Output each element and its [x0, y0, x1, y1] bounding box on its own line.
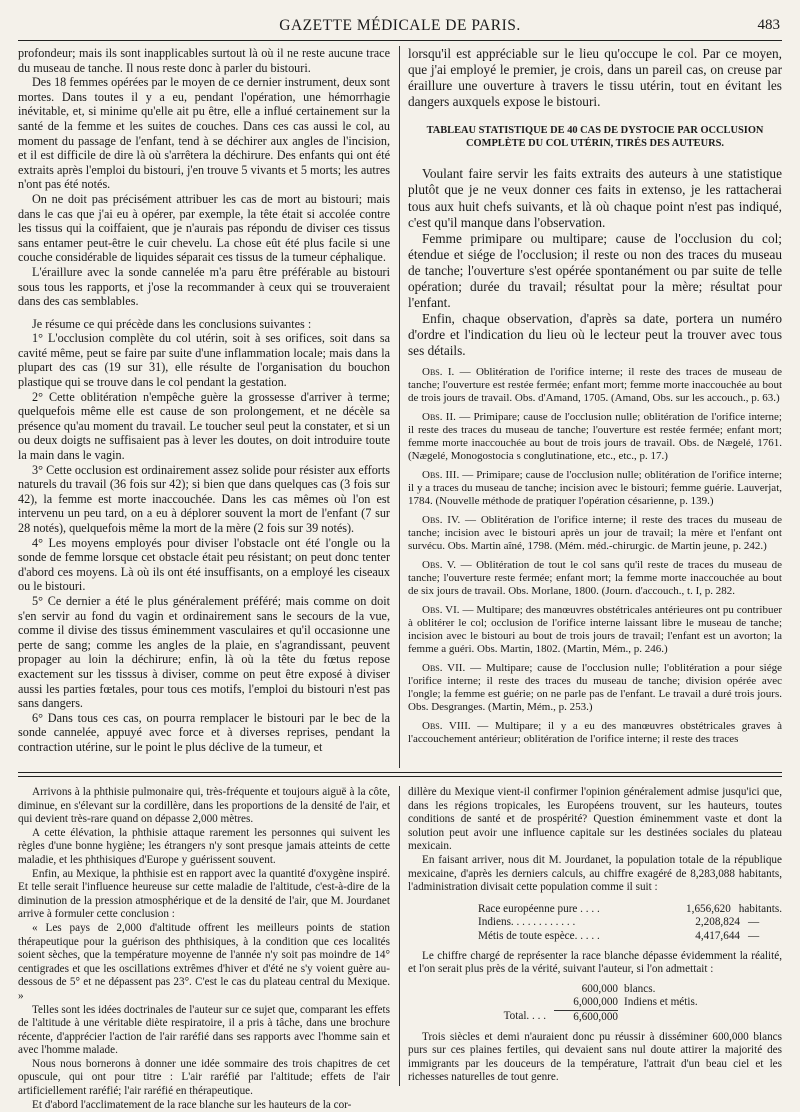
row-label	[618, 1010, 624, 1025]
paragraph: Des 18 femmes opérées par le moyen de ce dernier instrument, deux sont mortes. Dans toutes il y a eu, pendant l'opération, une hémorrhagie inévitable, et, si minime qu'elle ait pu être, elle a influé certainement sur la santé de la femme et les suites de couches. Dans ces cas aussi le col, au moment du passage de l'enfant, tend à se déchirer aux angles de l'incision, et il est difficile de dire là où s'arrêtera la déchirure. Des enfants qui ont été extraits après l'emploi du bistouri, j'en trouve 5 vivants et 5 morts; les autres n'ont pas été notés.	[18, 75, 390, 192]
observation-label: Obs. VII.	[422, 661, 466, 674]
observation	[408, 514, 782, 553]
paragraph: Femme primipare ou multipare; cause de l'occlusion du col; étendue et siége de l'occlusion; il reste ou non des traces du museau de tanche; l'ouverture s'est opérée spontanément ou par suite de telle opération; durée du travail; résultat pour la mère; résultat pour l'enfant.	[408, 230, 782, 311]
table-row	[408, 903, 782, 917]
row-prefix	[408, 983, 554, 997]
estimate-table	[408, 983, 782, 1025]
row-label: Indiens. . . . . . . . . . . .	[478, 916, 576, 929]
right-column-bottom	[408, 786, 782, 1085]
row-value: 2,208,824	[695, 916, 740, 929]
paragraph: A cette élévation, la phthisie attaque rarement les personnes qui suivent les règles d'une bonne hygiène; les étrangers n'y sont presque jamais atteints de cette maladie, et les phthisiques d'Europe y guérissent souvent.	[18, 826, 390, 866]
row-prefix: Total. . . .	[503, 1009, 546, 1022]
observation-text: — Multipare; cause de l'occlusion nulle; l'oblitération a pour siége l'orifice interne; il reste des traces du museau de tanche; division opérée avec l'ongle; la femme est guérie; on ne parle pas de l'enfant. Le travail a duré trois jours. Obs. Desgranges. (Martin, Mém., p. 253.)	[408, 661, 782, 713]
row-unit: —	[748, 929, 760, 942]
paragraph: Et d'abord l'acclimatement de la race blanche sur les hauteurs de la cor-	[32, 1098, 352, 1111]
observation-text: — Oblitération de l'orifice interne; il reste des traces de museau de tanche; l'ouverture est restée fermée; enfant mort; femme morte inaccouchée au bout de trois jours de travail. Obs. d'Amand, 1705. (Amand, Obs. sur les accouch., p. 63.)	[408, 365, 782, 404]
table-row	[408, 930, 782, 944]
paragraph: On ne doit pas précisément attribuer les cas de mort au bistouri; mais dans le cas que j'ai eu à opérer, par exemple, la tête était si accolée contre les tissus qui la coiffaient, que je n'aurais pas répondu de diviser ces tissus sans entamer peut-être le cuir chevelu. La chose eût été plus facile si une couche considérable de liquides séparait ces tissus de la tumeur céphalique.	[18, 191, 390, 265]
observation-label: Obs. IV.	[422, 513, 461, 526]
row-unit: habitants.	[738, 902, 782, 915]
observation	[408, 366, 782, 405]
page-header	[18, 14, 782, 41]
paragraph: En faisant arriver, nous dit M. Jourdanet, la population totale de la république mexicaine, d'après les derniers calculs, au chiffre exagéré de 8,283,088 habitants, l'administration divisait cette population comme il suit :	[408, 853, 782, 894]
paragraph: Nous nous bornerons à donner une idée sommaire des trois chapitres de cet opuscule, qui ont pour titre : L'air raréfié par l'altitude; effets de l'air artificiellement raréfié; l'air raréfié en thérapeutique.	[18, 1057, 390, 1098]
table-row	[408, 916, 782, 930]
paragraph: Voulant faire servir les faits extraits des auteurs à une statistique plutôt que je ne veux donner ces faits in extenso, je les rattacherai tous aux huit chefs suivants, et là où chaque point n'est pas indiqué, c'est qu'il manque dans l'observation.	[408, 166, 782, 230]
observation-text: — Oblitération de tout le col sans qu'il reste de traces du museau de tanche; l'ouverture reste fermée; enfant mort; la femme morte inaccouchée au bout de six jours de travail. Obs. Morlane, 1800. (Journ. d'accouch., t. I, p. 282.	[408, 558, 782, 597]
observation-label: Obs. V.	[422, 558, 457, 571]
left-column-top	[18, 46, 390, 755]
population-table	[408, 903, 782, 944]
conclusion-6: 6° Dans tous ces cas, on pourra remplacer le bistouri par le bec de la sonde cannelée, appuyé avec force et à diverses reprises, pendant la contraction utérine, sur le point le plus déclive de la tumeur, et	[18, 710, 390, 754]
table-row	[408, 996, 782, 1010]
paragraph: L'éraillure avec la sonde cannelée m'a paru être préférable au bistouri sous tous les rapports, et j'ose la recommander à ceux qui se trouveraient dans des cas semblables.	[18, 264, 390, 309]
page-number: 483	[757, 17, 780, 33]
paragraph: dillère du Mexique vient-il confirmer l'opinion généralement admise jusqu'ici que, dans les régions tropicales, les Européens trouvent, sur les hauteurs, toutes conditions de santé et de prospérité? Question éminemment vaste et dont la solution peut avoir une influence capitale sur les destinées sociales du plateau mexicain.	[408, 786, 782, 853]
paragraph: Je résume ce qui précède dans les conclusions suivantes :	[32, 316, 312, 331]
row-value: 6,000,000	[573, 996, 618, 1009]
section-separator	[18, 772, 782, 773]
paragraph: Enfin, au Mexique, la phthisie est en rapport avec la quantité d'oxygène inspiré. Et telle serait l'influence heureuse sur cette maladie de l'altitude, c'est-à-dire de la diminution de la pression atmosphérique et de la densité de l'air, que M. Jourdanet arrive à formuler cette conclusion :	[18, 867, 390, 921]
table-heading: TABLEAU STATISTIQUE DE 40 CAS DE DYSTOCIE PAR OCCLUSION COMPLÈTE DU COL UTÉRIN, TIRÉS DES AUTEURS.	[426, 125, 764, 150]
journal-title: GAZETTE MÉDICALE DE PARIS.	[279, 17, 521, 34]
row-prefix	[408, 996, 554, 1010]
paragraph: lorsqu'il est appréciable sur le lieu qu'occupe le col. Par ce moyen, que j'ai employé le premier, je crois, dans un pareil cas, on creuse par éraillure une ouverture à travers le tissu utérin, tout en évitant les dangers auxquels expose le bistouri.	[408, 46, 782, 110]
right-column-top	[408, 46, 782, 746]
observation-text: — Multipare; des manœuvres obstétricales antérieures ont pu contribuer à oblitérer le col; occlusion de l'orifice interne laissant libre le museau de tanche; incision avec le bistouri au bout de trois jours de travail; l'enfant est un avorton; la femme a guéri. Obs. Martin, 1802. (Martin, Mém., p. 246.)	[408, 603, 782, 655]
paragraph: profondeur; mais ils sont inapplicables surtout là où il ne reste aucune trace du museau de tanche. Il nous reste donc à parler du bistouri.	[18, 46, 390, 75]
paragraph: Le chiffre chargé de représenter la race blanche dépasse évidemment la réalité, et l'on serait plus près de la vérité, suivant l'auteur, si l'on admettait :	[408, 949, 782, 976]
observation	[408, 662, 782, 714]
observation	[408, 411, 782, 463]
paragraph: Enfin, chaque observation, d'après sa date, portera un numéro d'ordre et l'indication du lieu où le lecteur peut la trouver avec tous ses détails.	[408, 311, 782, 359]
observation	[408, 469, 782, 508]
row-label: Indiens et métis.	[624, 996, 698, 1009]
row-value: 1,656,620	[686, 902, 731, 915]
row-label: blancs.	[624, 982, 656, 995]
row-value: 600,000	[581, 982, 618, 995]
observation-text: — Oblitération de l'orifice interne; il reste des traces du museau de tanche; incision avec le bistouri après un jour de travail; la mère et l'enfant ont survécu. Obs. Martin aîné, 1798. (Mém. méd.-chirurgic. de Martin jeune, p. 242.)	[408, 513, 782, 552]
observation-text: — Primipare; cause de l'occlusion nulle; oblitération de l'orifice interne; il y a traces du museau de tanche; incision avec le bistouri; femme guérie. Lauverjat, 1784. (Nouvelle méthode de pratiquer l'opération césarienne, p. 139.)	[408, 468, 783, 507]
observation-label: Obs. II.	[422, 410, 456, 423]
observation	[408, 604, 782, 656]
row-label: Métis de toute espèce. . . . .	[478, 929, 600, 942]
row-unit: —	[748, 916, 760, 929]
conclusion-2: 2° Cette oblitération n'empêche guère la grossesse d'arriver à terme; quelquefois même elle est cause de son prolongement, et ne décèle sa présence qu'au moment du travail. Le toucher seul peut la constater, et si un ou deux doigts ne suffisaient pas à lever les doutes, on doit introduire toute la main dans le vagin.	[18, 389, 390, 463]
observation-label: Obs. III.	[422, 468, 460, 481]
left-column-bottom	[18, 786, 390, 1112]
section-separator-thin	[18, 776, 782, 777]
conclusion-5: 5° Ce dernier a été le plus généralement préféré; mais comme on doit s'en servir au fond du vagin et ordinairement sans le secours de la vue, comme il divise des tissus éminemment vasculaires et qu'il occasionne une perte de sang; comme les angles de la plaie, en s'agrandissant, peuvent propager au loin la déchirure; enfin, là où la tête du fœtus repose exactement sur les tisssus à diviser, comme on peut être exposé à diviser aussi les parties fœtales, pour tous ces motifs, l'emploi du bistouri n'est pas sans dangers.	[18, 593, 390, 711]
conclusion-4: 4° Les moyens employés pour diviser l'obstacle ont été l'ongle ou la sonde de femme lorsque cet obstacle était peu résistant; on peut donc tenter d'abord ces moyens. Là où ils ont été insuffisants, on a employé les ciseaux ou le bistouri.	[18, 535, 390, 594]
observation-text: — Multipare; il y a eu des manœuvres obstétricales graves à l'accouchement antérieur; oblitération de l'orifice interne; il reste des traces	[408, 719, 782, 745]
observation	[408, 720, 782, 746]
table-row-total	[408, 1010, 782, 1025]
paragraph: Telles sont les idées doctrinales de l'auteur sur ce sujet que, comparant les effets de l'altitude à une véritable diète respiratoire, il a pris à tâche, dans une brochure récente, d'apprécier l'action de l'air raréfié dans ses rapports avec l'homme sain et avec l'homme malade.	[18, 1003, 390, 1057]
observation-label: Obs. I.	[422, 365, 455, 378]
quotation: « Les pays de 2,000 d'altitude offrent les meilleurs points de station thérapeutique pour la guérison des phthisiques, à la condition que ces localités soient sèches, que la température moyenne de l'année n'y soit pas moindre de 14° centigrades et que les oscillations extrêmes d'hiver et d'été ne s'y voient guère au-dessous de 5° et ne dépassent pas 23°. C'est le cas du plateau central du Mexique. »	[18, 921, 390, 1002]
paragraph: Arrivons à la phthisie pulmonaire qui, très-fréquente et toujours aiguë à la côte, diminue, en s'élevant sur la cordillère, dans les proportions de la densité de l'air, et qui devient très-rare quand on dépasse 2,000 mètres.	[18, 786, 390, 826]
table-row	[408, 983, 782, 997]
column-divider-bottom	[399, 786, 400, 1086]
observation-label: Obs. VI.	[422, 603, 460, 616]
row-label: Race européenne pure . . . .	[478, 902, 600, 915]
observation-label: Obs. VIII.	[422, 719, 471, 732]
observation	[408, 559, 782, 598]
conclusion-3: 3° Cette occlusion est ordinairement assez solide pour résister aux efforts naturels du travail (36 fois sur 42); si bien que dans quelques cas (3 fois sur 42), la femme est morte inaccouchée. Dans les cas mêmes où l'on est intervenu un peu tard, on a eu à déplorer souvent la mort de l'enfant (7 sur 28 notés), quelquefois même la mort de la mère (2 fois sur 39 notés).	[18, 462, 390, 535]
paragraph: Trois siècles et demi n'auraient donc pu réussir à disséminer 600,000 blancs purs sur ces plaines fertiles, qui devaient sans nul doute attirer la majorité des immigrants par les douceurs de la température, l'attrait d'un beau ciel et les richesses naturelles de tout genre.	[408, 1030, 782, 1084]
conclusion-1: 1° L'occlusion complète du col utérin, soit à ses orifices, soit dans sa cavité même, peut se faire par suite d'une inflammation locale; mais dans la plupart des cas (19 sur 31), elle résulte de l'organisation du bouchon plastique qui se trouve dans le col pendant la gestation.	[18, 331, 390, 390]
row-value: 4,417,644	[695, 929, 740, 942]
column-divider	[399, 46, 400, 768]
row-value: 6,600,000	[554, 1010, 618, 1025]
observation-text: — Primipare; cause de l'occlusion nulle; oblitération de l'orifice interne; il reste des traces du museau de tanche; l'ouverture est restée fermée; enfant mort; femme morte inaccouchée au bout de trois jours de travail. Obs. de Nægelé, 1761. (Nægelé, Monogostocia s conglutinatione, etc., etc., p. 17.)	[408, 410, 782, 462]
